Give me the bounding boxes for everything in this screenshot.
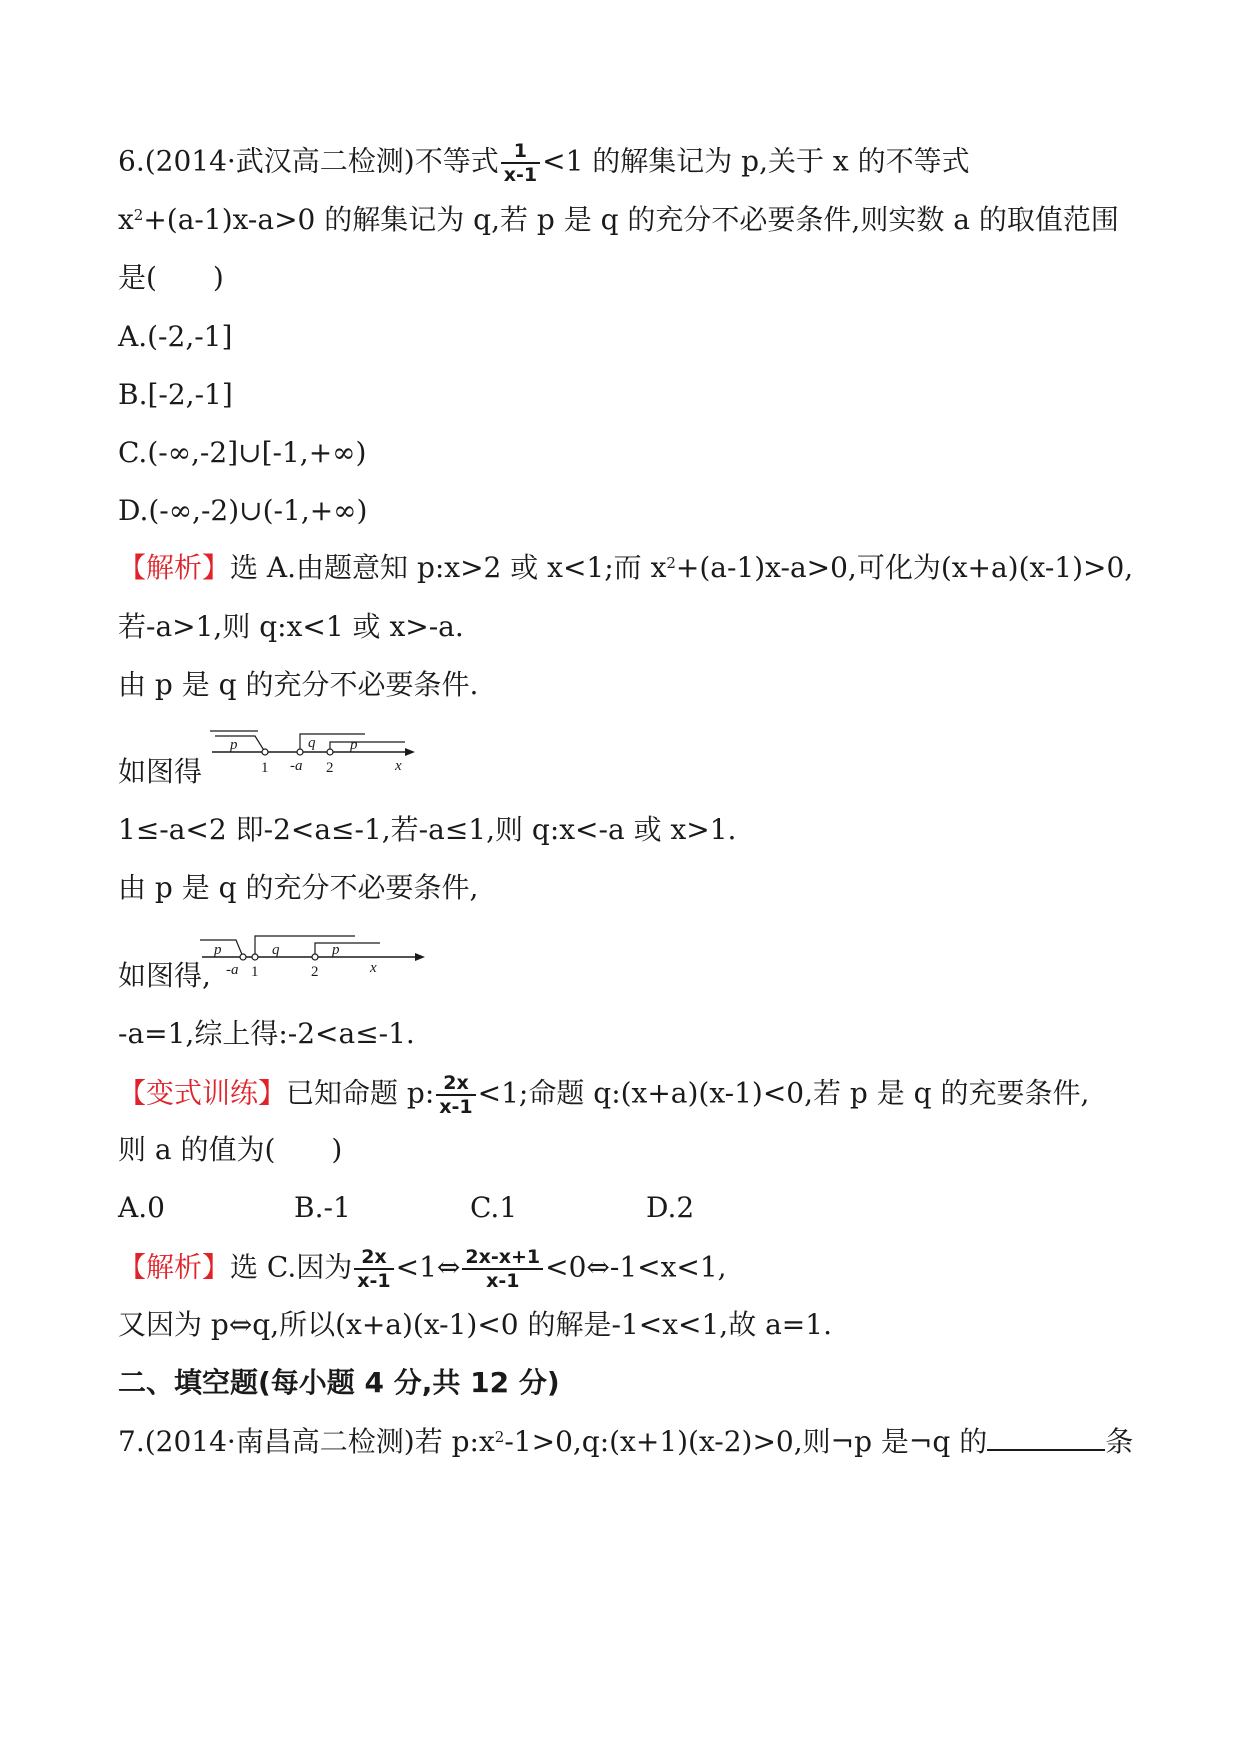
fraction-numerator: 2x bbox=[361, 1246, 387, 1268]
sol2-line-2: 又因为 p⇔q,所以(x+a)(x-1)<0 的解是-1<x<1,故 a=1. bbox=[118, 1308, 832, 1341]
q6-text: 6.(2014·武汉高二检测)不等式 bbox=[118, 144, 499, 178]
fraction bbox=[436, 1072, 475, 1118]
option-c: C.(-∞,-2]∪[-1,+∞) bbox=[118, 436, 367, 469]
q6-text: +(a-1)x-a>0 的解集记为 q,若 p 是 q 的充分不必要条件,则实数 a 的取值范围 bbox=[143, 203, 1119, 236]
axis-label-x: x bbox=[395, 758, 402, 774]
sol1-line-1 bbox=[118, 548, 1133, 588]
fraction bbox=[462, 1246, 543, 1292]
sol2-line-1 bbox=[118, 1246, 727, 1292]
tick-label: -a bbox=[226, 962, 239, 978]
option-b: B.[-2,-1] bbox=[118, 378, 233, 411]
variant-tag: 【变式训练】 bbox=[118, 1076, 287, 1110]
q6-line-3: 是( ) bbox=[118, 261, 224, 294]
variant-option-b: B.-1 bbox=[294, 1191, 351, 1224]
sol1-line-6: 由 p 是 q 的充分不必要条件, bbox=[118, 871, 479, 904]
sol1-text: 选 A.由题意知 p:x>2 或 x<1;而 x bbox=[230, 551, 667, 584]
answer-blank[interactable] bbox=[987, 1421, 1105, 1451]
analysis-tag: 【解析】 bbox=[118, 1250, 231, 1284]
fraction-denominator: x-1 bbox=[436, 1094, 475, 1118]
label-p: p bbox=[214, 942, 222, 958]
label-p: p bbox=[332, 942, 340, 958]
q7-text: 条 bbox=[1105, 1425, 1134, 1458]
label-p: p bbox=[230, 737, 238, 753]
sol2-text: <0⇔-1<x<1, bbox=[545, 1250, 727, 1284]
sol1-line-2: 若-a>1,则 q:x<1 或 x>-a. bbox=[118, 610, 464, 643]
sol1-line-3: 由 p 是 q 的充分不必要条件. bbox=[118, 668, 479, 701]
number-line-figure-1 bbox=[210, 725, 420, 787]
tick-label: 1 bbox=[251, 964, 259, 980]
q6-text: <1 的解集记为 p,关于 x 的不等式 bbox=[542, 144, 970, 178]
sol1-line-5: 1≤-a<2 即-2<a≤-1,若-a≤1,则 q:x<-a 或 x>1. bbox=[118, 813, 737, 846]
variant-line-2: 则 a 的值为( ) bbox=[118, 1133, 343, 1166]
fraction-denominator: x-1 bbox=[501, 162, 540, 186]
fraction-numerator: 2x bbox=[443, 1072, 469, 1094]
q6-line-1 bbox=[118, 140, 970, 186]
fraction-denominator: x-1 bbox=[354, 1268, 393, 1292]
q7-text: -1>0,q:(x+1)(x-2)>0,则¬p 是¬q 的 bbox=[504, 1425, 988, 1458]
q6-line-2 bbox=[118, 200, 1119, 240]
superscript: 2 bbox=[133, 206, 144, 224]
tick-label: 2 bbox=[311, 964, 319, 980]
label-p: p bbox=[350, 737, 358, 753]
variant-options bbox=[118, 1188, 822, 1228]
fraction bbox=[354, 1246, 393, 1292]
section-title: 二、填空题(每小题 4 分,共 12 分) bbox=[118, 1366, 560, 1399]
tick-label: 1 bbox=[261, 760, 269, 776]
variant-option-c: C.1 bbox=[470, 1191, 518, 1224]
axis-label-x: x bbox=[370, 960, 377, 976]
superscript: 2 bbox=[494, 1428, 505, 1446]
label-q: q bbox=[272, 942, 280, 958]
tick-label: -a bbox=[290, 758, 303, 774]
q6-text: x bbox=[118, 203, 134, 236]
number-line-figure-2 bbox=[200, 930, 430, 985]
sol1-text: +(a-1)x-a>0,可化为(x+a)(x-1)>0, bbox=[675, 551, 1134, 584]
option-d: D.(-∞,-2)∪(-1,+∞) bbox=[118, 494, 368, 527]
label-q: q bbox=[308, 735, 316, 751]
variant-text: 已知命题 p: bbox=[286, 1076, 435, 1110]
sol1-line-8: -a=1,综上得:-2<a≤-1. bbox=[118, 1017, 415, 1050]
option-a: A.(-2,-1] bbox=[118, 320, 233, 353]
superscript: 2 bbox=[666, 554, 676, 572]
fraction bbox=[501, 140, 540, 186]
sol2-text: <1⇔ bbox=[395, 1250, 461, 1284]
fraction-numerator: 1 bbox=[513, 140, 528, 162]
analysis-tag: 【解析】 bbox=[118, 551, 231, 584]
fraction-denominator: x-1 bbox=[462, 1268, 543, 1292]
tick-label: 2 bbox=[326, 760, 334, 776]
sol2-text: 选 C.因为 bbox=[230, 1250, 353, 1284]
q7-line bbox=[118, 1421, 1133, 1462]
q7-text: 7.(2014·南昌高二检测)若 p:x bbox=[118, 1425, 495, 1458]
variant-line-1 bbox=[118, 1072, 1089, 1118]
variant-text: <1;命题 q:(x+a)(x-1)<0,若 p 是 q 的充要条件, bbox=[477, 1076, 1090, 1110]
sol1-line-7: 如图得, bbox=[118, 959, 211, 992]
fraction-numerator: 2x-x+1 bbox=[465, 1246, 541, 1268]
sol1-line-4: 如图得 bbox=[118, 755, 203, 788]
variant-option-a: A.0 bbox=[118, 1191, 165, 1224]
variant-option-d: D.2 bbox=[646, 1191, 695, 1224]
